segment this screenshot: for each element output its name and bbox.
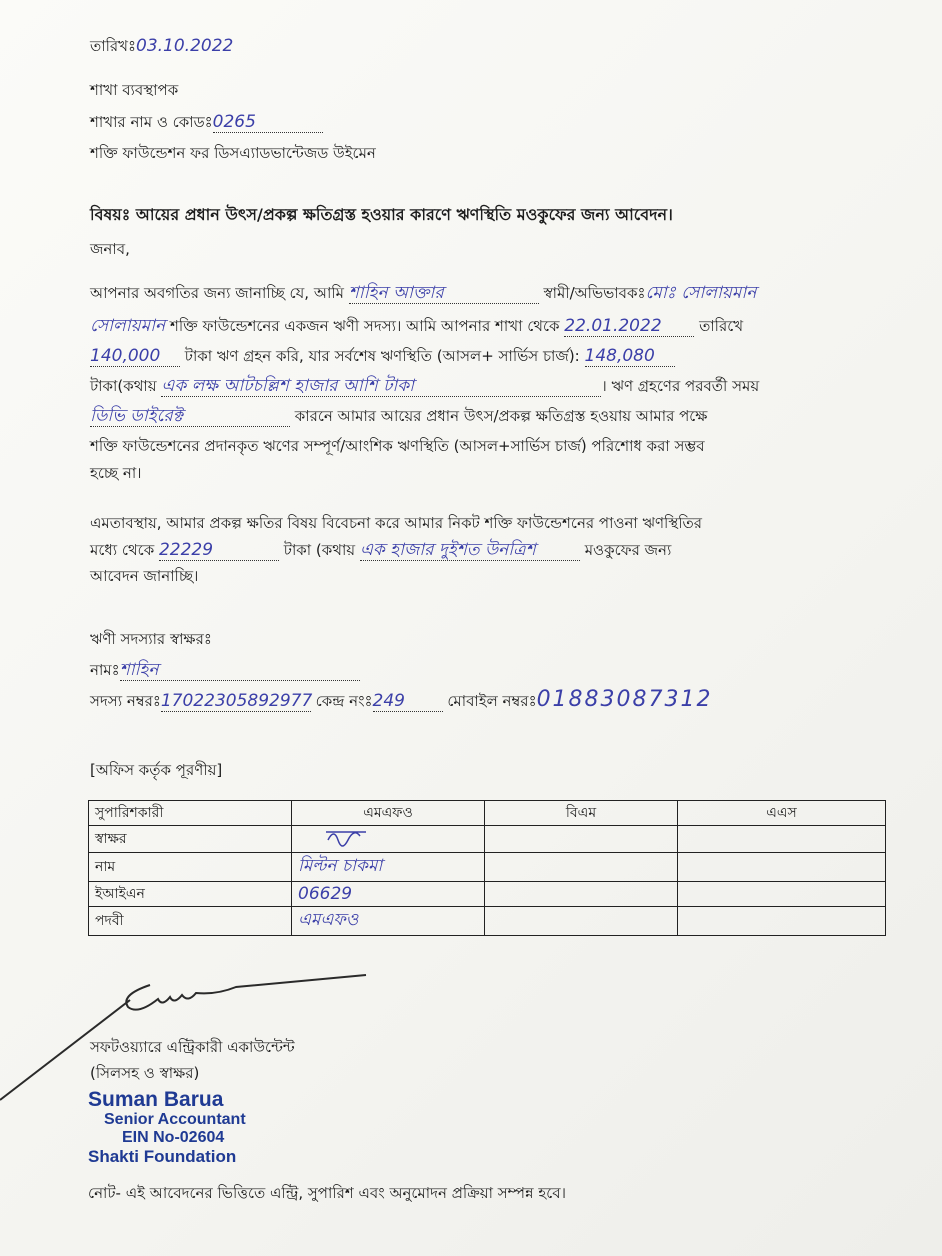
- mobile-number: 01883087312: [536, 687, 713, 712]
- body-text: স্বামী/অভিভাবকঃ: [543, 284, 646, 302]
- body-text: আপনার অবগতির জন্য জানাচ্ছি যে, আমি: [90, 284, 344, 302]
- guardian-name: মোঃ সোলায়মান: [645, 283, 757, 303]
- seal-instruction: (সিলসহ ও স্বাক্ষর): [90, 1064, 200, 1082]
- name-label: নামঃ: [90, 661, 120, 679]
- body-text: টাকা ঋণ গ্রহন করি, যার সর্বশেষ ঋণস্থিতি (আসল+ সার্ভিস চার্জ):: [184, 347, 580, 365]
- loan-amount: 140,000: [90, 346, 180, 367]
- member-label: সদস্য নম্বরঃ: [90, 692, 161, 710]
- stamp-ein: EIN No-02604: [122, 1129, 225, 1146]
- body-text: টাকা (কথায়: [283, 541, 356, 559]
- body-line-7: হচ্ছে না।: [90, 464, 142, 482]
- stamp-name: Suman Barua: [88, 1088, 224, 1111]
- mfo-ein: 06629: [292, 882, 485, 907]
- mfo-designation: এমএফও: [292, 907, 485, 936]
- branch-label: শাখার নাম ও কোডঃ: [90, 113, 213, 131]
- body-text: তারিখে: [699, 317, 744, 335]
- applicant-name: শাহিন আক্তার: [349, 283, 539, 304]
- body-text: টাকা(কথায়: [90, 377, 157, 395]
- row-label: নাম: [89, 853, 292, 882]
- accountant-role: সফটওয়্যারে এন্ট্রিকারী একাউন্টেন্ট: [90, 1038, 295, 1056]
- center-label: কেন্দ্র নংঃ: [315, 692, 373, 710]
- organization-line: শক্তি ফাউন্ডেশন ফর ডিসএ্যাডভান্টেজড উইমেন: [90, 144, 376, 162]
- footer-note: নোট- এই আবেদনের ভিত্তিতে এন্ট্রি, সুপারিশ এবং অনুমোদন প্রক্রিয়া সম্পন্ন হবে।: [88, 1184, 566, 1202]
- center-number: 249: [373, 691, 443, 712]
- body-line-6: শক্তি ফাউন্ডেশনের প্রদানকৃত ঋণের সম্পূর্ণ/আংশিক ঋণস্থিতি (আসল+সার্ভিস চার্জ) পরিশোধ করা সম্ভব: [90, 437, 705, 455]
- body-text: মওকুফের জন্য: [584, 541, 672, 559]
- office-use-title: [অফিস কর্তৃক পূরণীয়]: [90, 761, 223, 779]
- body-text: । ঋণ গ্রহণের পরবর্তী সময়: [601, 377, 760, 395]
- mfo-name: মিল্টন চাকমা: [292, 853, 485, 882]
- body-line-10: আবেদন জানাচ্ছি।: [90, 567, 199, 585]
- balance-words: এক লক্ষ আটচল্লিশ হাজার আশি টাকা: [161, 376, 601, 397]
- table-header-cell: বিএম: [485, 801, 678, 826]
- stamp-org: Shakti Foundation: [88, 1147, 237, 1166]
- row-label: ইআইএন: [89, 882, 292, 907]
- body-text: কারনে আমার আয়ের প্রধান উৎস/প্রকল্প ক্ষতিগ্রস্ত হওয়ায় আমার পক্ষে: [294, 407, 708, 425]
- loss-reason: ডিভি ডাইরেক্ট: [90, 406, 290, 427]
- stamp-title: Senior Accountant: [104, 1111, 246, 1128]
- date-value: 03.10.2022: [136, 36, 234, 56]
- salutation: জনাব,: [90, 240, 130, 258]
- body-text: শক্তি ফাউন্ডেশনের একজন ঋণী সদস্য। আমি আপনার শাখা থেকে: [169, 317, 560, 335]
- subject: বিষয়ঃ আয়ের প্রধান উৎস/প্রকল্প ক্ষতিগ্রস্ত হওয়ার কারণে ঋণস্থিতি মওকুফের জন্য আবেদন।: [90, 205, 673, 224]
- borrower-signature-title: ঋণী সদস্যার স্বাক্ষরঃ: [90, 630, 212, 648]
- row-label: পদবী: [89, 907, 292, 936]
- branch-code: 0265: [213, 112, 323, 133]
- addressee-line: শাখা ব্যবস্থাপক: [90, 81, 179, 99]
- row-label: স্বাক্ষর: [89, 826, 292, 853]
- body-text: মধ্যে থেকে: [90, 541, 155, 559]
- table-header-cell: সুপারিশকারী: [89, 801, 292, 826]
- mobile-label: মোবাইল নম্বরঃ: [447, 692, 537, 710]
- guardian-name-cont: সোলায়মান: [90, 316, 166, 336]
- loan-date: 22.01.2022: [564, 316, 694, 337]
- member-number: 17022305892977: [160, 691, 313, 711]
- body-line-8: এমতাবস্থায়, আমার প্রকল্প ক্ষতির বিষয় বিবেচনা করে আমার নিকট শক্তি ফাউন্ডেশনের পাওনা ঋণস্থিতির: [90, 514, 703, 532]
- table-header-cell: এমএফও: [292, 801, 485, 826]
- date-label: তারিখঃ: [90, 37, 136, 55]
- table-header-cell: এএস: [678, 801, 886, 826]
- balance-amount: 148,080: [585, 346, 675, 367]
- waiver-words: এক হাজার দুইশত উনত্রিশ: [360, 540, 580, 561]
- borrower-name: শাহিন: [120, 660, 360, 681]
- waiver-amount: 22229: [159, 540, 279, 561]
